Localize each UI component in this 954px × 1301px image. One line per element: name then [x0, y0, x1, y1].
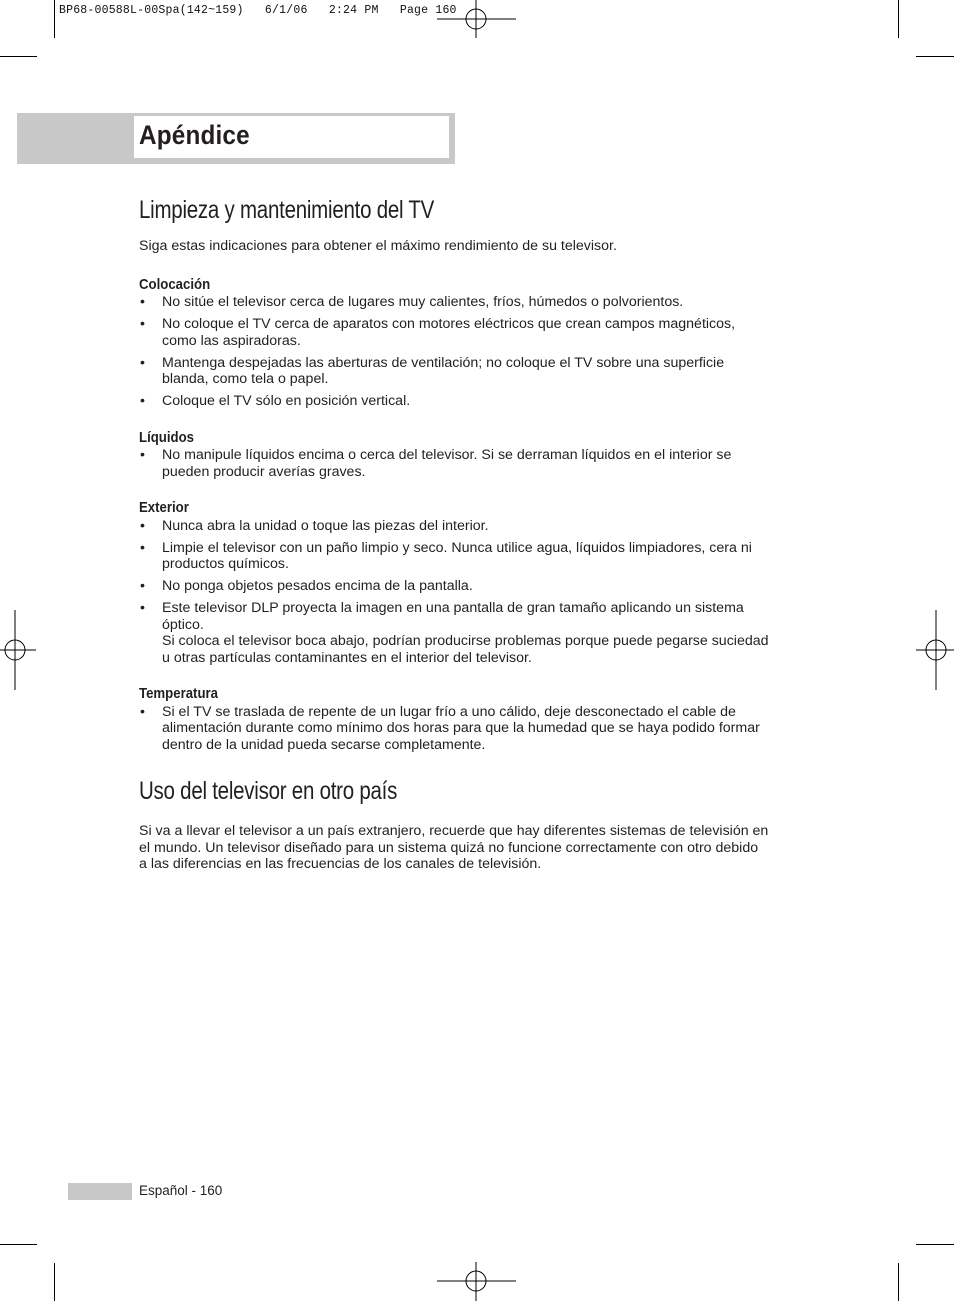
- list-item-continuation: Si coloca el televisor boca abajo, podrían producirse problemas porque puede pegarse suciedad u otras partículas contaminantes en el interior del televisor.: [162, 633, 769, 666]
- subheading-exterior: Exterior: [139, 499, 189, 516]
- section-title-abroad: Uso del televisor en otro país: [139, 777, 398, 805]
- print-header: BP68-00588L-00Spa(142~159) 6/1/06 2:24 PM Page 160: [59, 4, 457, 17]
- footer-bar: [68, 1183, 132, 1200]
- placement-list: [139, 294, 769, 410]
- page-number: Español - 160: [139, 1183, 223, 1198]
- page-content: [139, 196, 769, 873]
- registration-mark-left: [0, 610, 40, 690]
- subheading-placement: Colocación: [139, 275, 211, 293]
- exterior-list: [139, 518, 769, 667]
- list-item: • No ponga objetos pesados encima de la pantalla.: [139, 578, 769, 595]
- list-item: • No coloque el TV cerca de aparatos con motores eléctricos que crean campos magnéticos, como las aspiradoras.: [139, 316, 769, 349]
- subheading-liquids: Líquidos: [139, 428, 194, 446]
- subheading-temperature: Temperatura: [139, 685, 218, 702]
- registration-mark-top: [437, 0, 517, 40]
- list-item: • Nunca abra la unidad o toque las piezas del interior.: [139, 518, 769, 535]
- list-item: • Si el TV se traslada de repente de un lugar frío a uno cálido, deje desconectado el cable de alimentación durante como mínimo dos horas para que la humedad que se haya podido formar dentro de la unidad pueda secarse completamente.: [139, 704, 769, 754]
- registration-mark-right: [914, 610, 954, 690]
- section-intro: Siga estas indicaciones para obtener el máximo rendimiento de su televisor.: [139, 238, 617, 254]
- chapter-title: Apéndice: [139, 120, 250, 150]
- liquids-list: [139, 447, 769, 480]
- list-item: • Mantenga despejadas las aberturas de ventilación; no coloque el TV sobre una superficie blanda, como tela o papel.: [139, 355, 769, 388]
- list-item: • No sitúe el televisor cerca de lugares muy calientes, fríos, húmedos o polvorientos.: [139, 294, 769, 311]
- list-item: • No manipule líquidos encima o cerca del televisor. Si se derraman líquidos en el interior se pueden producir averías graves.: [139, 447, 769, 480]
- list-item: • Coloque el TV sólo en posición vertical.: [139, 393, 769, 410]
- section-abroad-body: Si va a llevar el televisor a un país extranjero, recuerde que hay diferentes sistemas de televisión en el mundo. Un televisor diseñado para un sistema quizá no funcione correctamente con otro debido a las diferencias en las frecuencias de los canales de televisión.: [139, 823, 769, 872]
- list-item: • Limpie el televisor con un paño limpio y seco. Nunca utilice agua, líquidos limpiadores, cera ni productos químicos.: [139, 540, 769, 573]
- section-title-cleaning: Limpieza y mantenimiento del TV: [139, 196, 435, 224]
- list-item-text: • Este televisor DLP proyecta la imagen en una pantalla de gran tamaño aplicando un sistema óptico.: [162, 600, 744, 633]
- temperature-list: [139, 704, 769, 754]
- chapter-title-box: [134, 116, 452, 161]
- registration-mark-bottom: [437, 1262, 517, 1301]
- list-item: [139, 600, 769, 666]
